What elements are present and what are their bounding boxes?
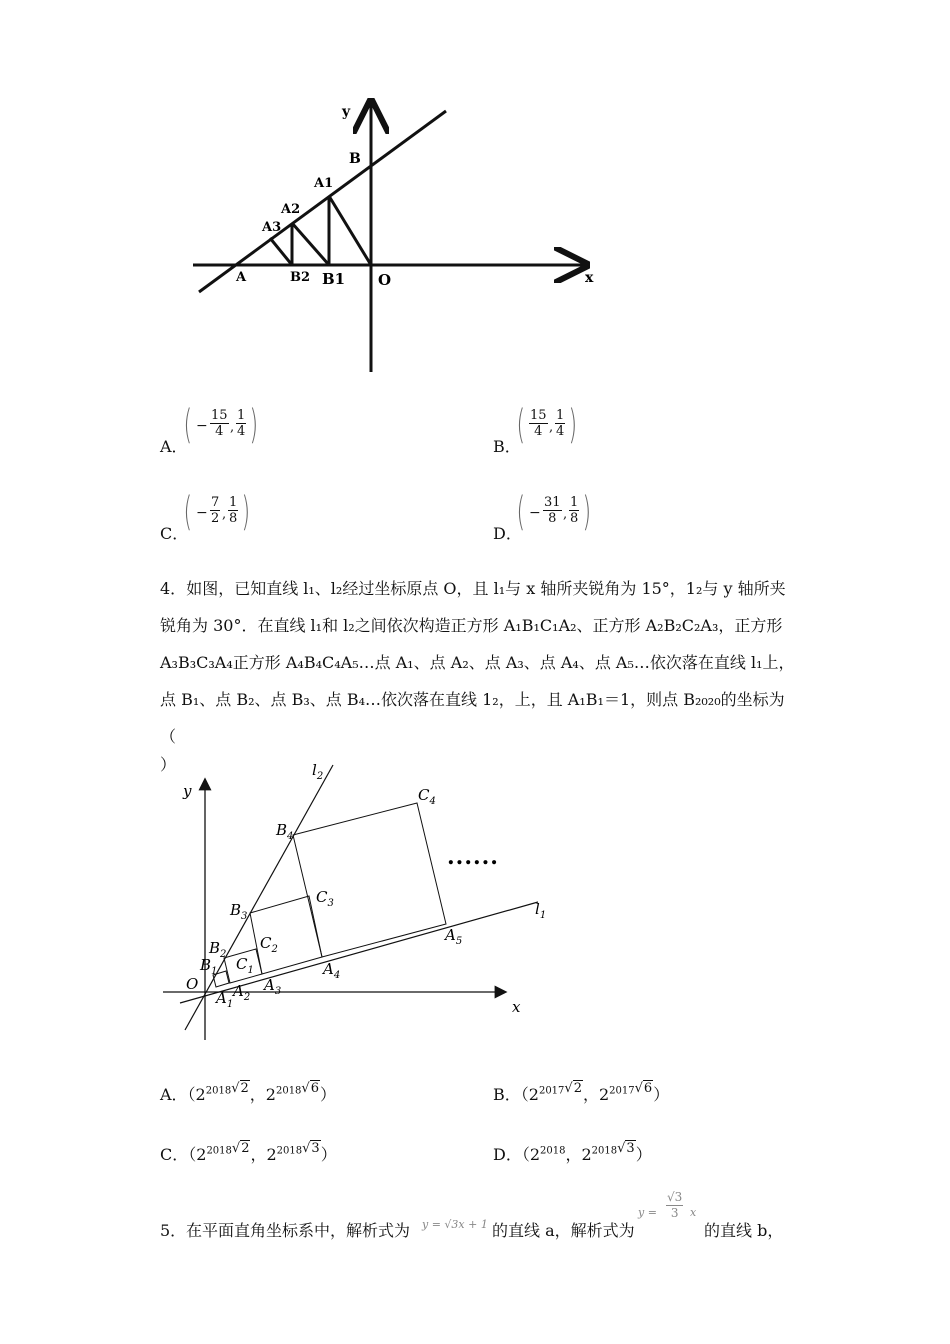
label-a: A bbox=[236, 270, 247, 285]
comma: , bbox=[563, 507, 568, 522]
label-c1: $C_1$ bbox=[236, 955, 254, 976]
comma: , bbox=[222, 507, 227, 522]
label-a3: A3 bbox=[262, 220, 282, 235]
q4-option-b[interactable]: B．（$2^{2017}√2$，$2^{2017}√6$） bbox=[493, 1081, 670, 1104]
label-c4: $C_4$ bbox=[418, 786, 436, 807]
label-l2: $l_2$ bbox=[312, 761, 324, 782]
segment-a3-b2 bbox=[270, 238, 292, 265]
segment-a2-b1 bbox=[292, 223, 329, 265]
label-l1: $l_1$ bbox=[535, 900, 547, 921]
comma: , bbox=[230, 420, 235, 435]
q5-text-1: 在平面直角坐标系中，解析式为 bbox=[186, 1221, 411, 1240]
label-b1: $B_1$ bbox=[200, 956, 218, 977]
q3-option-c[interactable] bbox=[160, 489, 360, 545]
equation-b-y: y = bbox=[638, 1206, 657, 1219]
comma: , bbox=[549, 420, 554, 435]
left-paren: ( bbox=[516, 489, 526, 535]
q3-option-a[interactable] bbox=[160, 402, 360, 458]
label-a4: $A_4$ bbox=[323, 960, 341, 981]
x-fraction: $\frac{15}{4}$ bbox=[530, 408, 547, 439]
option-label: C． bbox=[160, 524, 189, 543]
line-l2 bbox=[185, 765, 333, 1030]
label-a2: $A_2$ bbox=[233, 982, 251, 1003]
x-fraction: $\frac{31}{8}$ bbox=[544, 495, 561, 526]
segment-a1-o bbox=[329, 196, 371, 265]
q4-line-2: 锐角为 30°．在直线 l₁和 l₂之间依次构造正方形 A₁B₁C₁A₂、正方形 A₂B₂C₂A₃，正方形 bbox=[160, 616, 783, 635]
x-fraction: $\frac{7}{2}$ bbox=[211, 495, 220, 526]
left-paren: ( bbox=[183, 489, 193, 535]
label-a1: $A_1$ bbox=[216, 989, 234, 1010]
label-b1: B1 bbox=[322, 270, 346, 288]
q4-line-5: ） bbox=[160, 755, 177, 774]
label-a1: A1 bbox=[314, 176, 334, 191]
label-b: B bbox=[349, 151, 361, 167]
q4-line-4: 点 B₁、点 B₂、点 B₃、点 B₄…依次落在直线 1₂，上，且 A₁B₁＝1，则点 B₂₀₂₀的坐标为（ bbox=[160, 690, 785, 746]
question-4-text bbox=[160, 570, 800, 775]
q4-line-3: A₃B₃C₃A₄正方形 A₄B₄C₄A₅…点 A₁、点 A₂、点 A₃、点 A₄、点 A₅…依次落在直线 l₁上， bbox=[160, 653, 795, 672]
label-b3: $B_3$ bbox=[230, 901, 248, 922]
label-y: y bbox=[342, 104, 351, 120]
q4-line-1: 4．如图，已知直线 l₁、l₂经过坐标原点 O，且 l₁与 x 轴所夹锐角为 15°，1₂与 y 轴所夹 bbox=[160, 579, 786, 598]
label-o: O bbox=[186, 975, 199, 993]
equation-b-fraction: $\frac{√3}{3}$ bbox=[667, 1190, 683, 1220]
minus-sign: − bbox=[529, 505, 541, 521]
q3-option-b[interactable] bbox=[493, 402, 693, 458]
minus-sign: − bbox=[196, 418, 208, 434]
figure-2-diagram bbox=[150, 755, 570, 1045]
right-paren: ) bbox=[582, 489, 592, 535]
y-fraction: $\frac{1}{8}$ bbox=[229, 495, 238, 526]
label-a3: $A_3$ bbox=[264, 976, 282, 997]
label-y: y bbox=[183, 782, 192, 800]
y-fraction: $\frac{1}{8}$ bbox=[570, 495, 579, 526]
equation-b-x: x bbox=[690, 1206, 697, 1219]
right-paren: ) bbox=[568, 402, 578, 448]
figure-1-diagram bbox=[180, 95, 610, 380]
left-paren: ( bbox=[183, 402, 193, 448]
label-b2: $B_2$ bbox=[209, 939, 227, 960]
right-paren: ) bbox=[241, 489, 251, 535]
q5-number: 5． bbox=[160, 1221, 187, 1240]
label-a5: $A_5$ bbox=[445, 926, 463, 947]
q4-option-a[interactable]: A．（$2^{2018}√2$，$2^{2018}√6$） bbox=[160, 1081, 337, 1104]
label-x: x bbox=[585, 270, 594, 286]
q3-option-d[interactable] bbox=[493, 489, 693, 545]
option-label: A． bbox=[160, 437, 188, 456]
equation-a: y = √3x + 1 bbox=[422, 1218, 488, 1231]
minus-sign: − bbox=[196, 505, 208, 521]
label-x: x bbox=[512, 998, 521, 1016]
x-fraction: $\frac{15}{4}$ bbox=[211, 408, 228, 439]
q5-text-3: 的直线 b， bbox=[704, 1221, 784, 1240]
label-a2: A2 bbox=[281, 202, 301, 217]
q4-option-c[interactable]: C．（$2^{2018}√2$，$2^{2018}√3$） bbox=[160, 1141, 337, 1164]
option-label: D． bbox=[493, 524, 522, 543]
label-b2: B2 bbox=[290, 270, 311, 285]
y-fraction: $\frac{1}{4}$ bbox=[556, 408, 565, 439]
q5-text-2: 的直线 a，解析式为 bbox=[492, 1221, 635, 1240]
label-o: O bbox=[378, 271, 392, 289]
label-c3: $C_3$ bbox=[316, 888, 334, 909]
label-b4: $B_4$ bbox=[276, 821, 294, 842]
right-paren: ) bbox=[249, 402, 259, 448]
option-label: B． bbox=[493, 437, 521, 456]
q4-option-d[interactable]: D．（$2^{2018}$，$2^{2018}√3$） bbox=[493, 1141, 652, 1164]
y-fraction: $\frac{1}{4}$ bbox=[237, 408, 246, 439]
question-5-text bbox=[160, 1190, 800, 1250]
ellipsis-dots: ...... bbox=[447, 844, 499, 870]
label-c2: $C_2$ bbox=[260, 934, 278, 955]
left-paren: ( bbox=[516, 402, 526, 448]
